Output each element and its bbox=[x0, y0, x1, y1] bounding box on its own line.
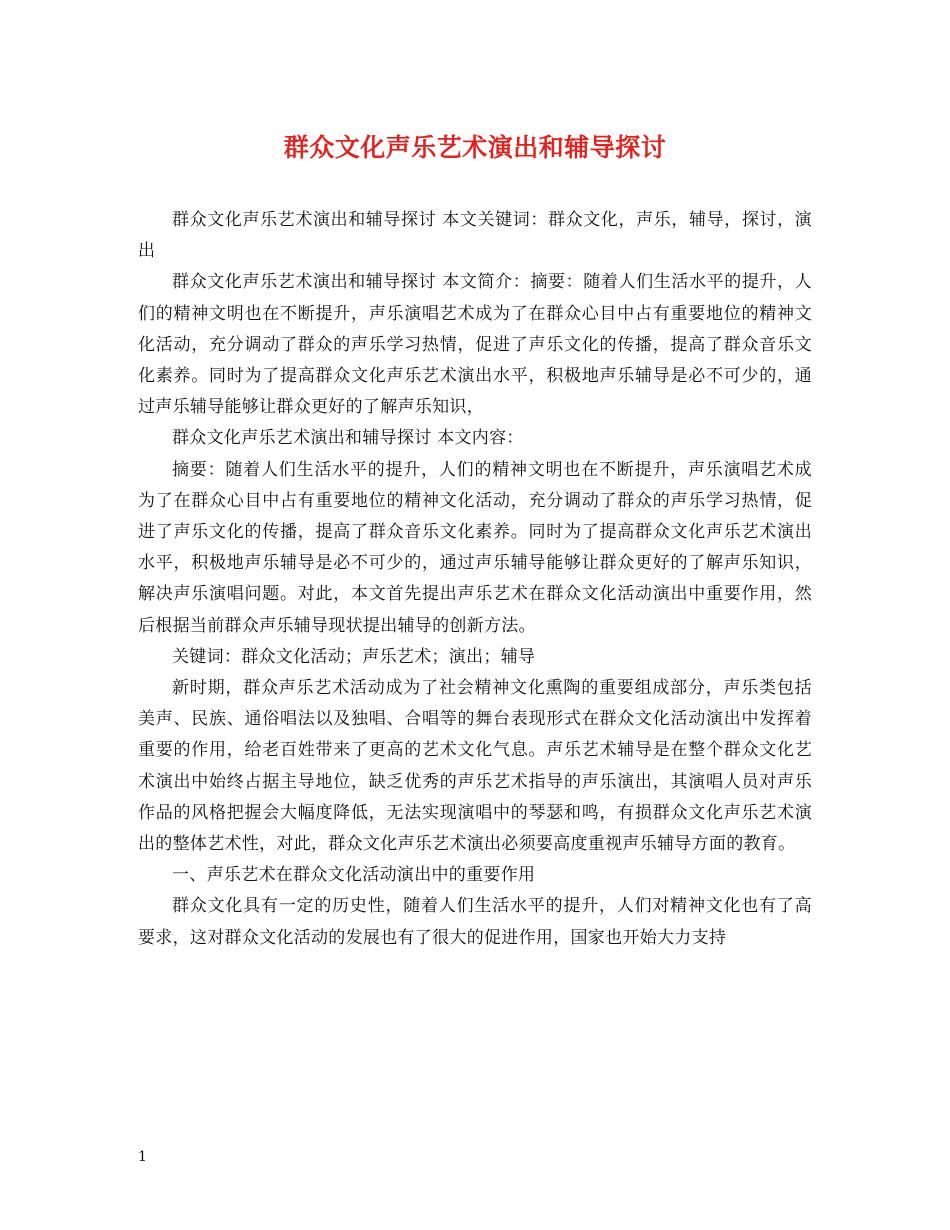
paragraph-section-1: 群众文化具有一定的历史性，随着人们生活水平的提升，人们对精神文化也有了高要求，这对群众文化活动的发展也有了很大的促进作用，国家也开始大力支持 bbox=[138, 896, 812, 948]
document-title: 群众文化声乐艺术演出和辅导探讨 bbox=[283, 133, 667, 162]
paragraph-introduction: 新时期，群众声乐艺术活动成为了社会精神文化熏陶的重要组成部分，声乐类包括美声、民族、通俗唱法以及独唱、合唱等的舞台表现形式在群众文化活动演出中发挥着重要的作用，给老百姓带来了更高的艺术文化气息。声乐艺术辅导是在整个群众文化艺术演出中始终占据主导地位，缺乏优秀的声乐艺术指导的声乐演出，其演唱人员对声乐作品的风格把握会大幅度降低，无法实现演唱中的琴瑟和鸣，有损群众文化声乐艺术演出的整体艺术性，对此，群众文化声乐艺术演出必须要高度重视声乐辅导方面的教育。 bbox=[138, 678, 812, 855]
page-number: 1 bbox=[138, 1149, 147, 1165]
section-heading-1: 一、声乐艺术在群众文化活动演出中的重要作用 bbox=[172, 865, 536, 886]
paragraph-content-heading: 群众文化声乐艺术演出和辅导探讨 本文内容： bbox=[172, 428, 524, 449]
document-body bbox=[138, 205, 812, 954]
paragraph-summary-intro: 群众文化声乐艺术演出和辅导探讨 本文简介：摘要：随着人们生活水平的提升，人们的精神文明也在不断提升，声乐演唱艺术成为了在群众心目中占有重要地位的精神文化活动，充分调动了群众的声乐学习热情，促进了声乐文化的传播，提高了群众音乐文化素养。同时为了提高群众文化声乐艺术演出水平，积极地声乐辅导是必不可少的，通过声乐辅导能够让群众更好的了解声乐知识， bbox=[138, 272, 812, 418]
paragraph-keywords: 关键词：群众文化活动；声乐艺术；演出；辅导 bbox=[172, 646, 536, 667]
paragraph-keywords-intro: 群众文化声乐艺术演出和辅导探讨 本文关键词：群众文化，声乐，辅导，探讨，演出 bbox=[138, 210, 812, 262]
paragraph-abstract: 摘要：随着人们生活水平的提升，人们的精神文明也在不断提升，声乐演唱艺术成为了在群众心目中占有重要地位的精神文化活动，充分调动了群众的声乐学习热情，促进了声乐文化的传播，提高了群众音乐文化素养。同时为了提高群众文化声乐艺术演出水平，积极地声乐辅导是必不可少的，通过声乐辅导能够让群众更好的了解声乐知识，解决声乐演唱问题。对此，本文首先提出声乐艺术在群众文化活动演出中重要作用，然后根据当前群众声乐辅导现状提出辅导的创新方法。 bbox=[138, 459, 812, 636]
